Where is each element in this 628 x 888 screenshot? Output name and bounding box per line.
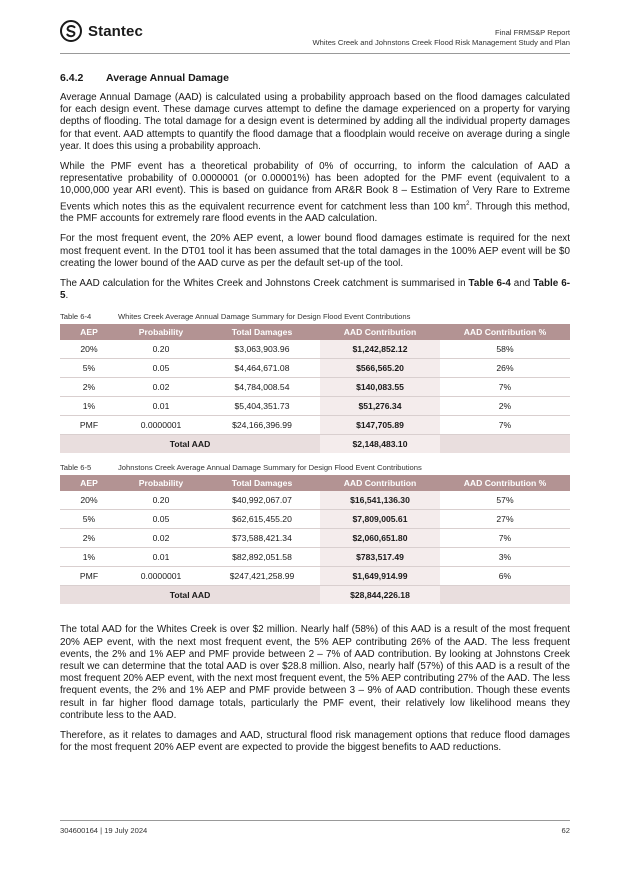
cell-aad-contribution: $1,649,914.99 xyxy=(320,567,440,586)
report-subtitle: Whites Creek and Johnstons Creek Flood Risk Management Study and Plan xyxy=(312,38,570,47)
table-6-5-reference: Table 6-5 xyxy=(60,277,571,302)
total-aad-value: $2,148,483.10 xyxy=(320,435,440,454)
cell-total-damages: $5,404,351.73 xyxy=(204,397,320,416)
paragraph-results-discussion: The total AAD for the Whites Creek is over $2 million. Nearly half (58%) of this AAD is a result of the most frequent 20% AEP event, with the next most frequent event, the 5% AEP contributing 26% of the AAD. The less frequent events, the 2% and 1% AEP and PMF provide between 2 – 7% of AAD contribution. By looking at Johnstons Creek result we can determine that the total AAD is over $28.8 million. Also, nearly half (57%) of this AAD is a result of the most frequent 20% AEP event, with the next most frequent event, the 5% AEP contributing 27% of the AAD. The less frequent events, the 2% and 1% AEP and PMF provide between 3 – 9% of AAD contribution. Though these events result in far higher flood damage totals, particularly the PMF event, their relatively low likelihood means they contribute less to the AAD. xyxy=(60,624,570,721)
total-aad-label: Total AAD xyxy=(60,435,320,454)
header-aep: AEP xyxy=(60,475,118,491)
whites-creek-aad-table xyxy=(60,324,570,453)
cell-total-damages: $82,892,051.58 xyxy=(204,548,320,567)
table-header-row xyxy=(60,324,570,340)
cell-aep: 2% xyxy=(60,529,118,548)
cell-aad-contribution: $566,565.20 xyxy=(320,359,440,378)
cell-aep: PMF xyxy=(60,416,118,435)
cell-aep: 1% xyxy=(60,548,118,567)
header-aad-contribution: AAD Contribution xyxy=(320,324,440,340)
page-content xyxy=(60,72,570,762)
cell-aad-contribution: $7,809,005.61 xyxy=(320,510,440,529)
cell-probability: 0.05 xyxy=(118,510,204,529)
paragraph-text: and xyxy=(510,277,534,289)
cell-aep: 1% xyxy=(60,397,118,416)
cell-aep: PMF xyxy=(60,567,118,586)
table-header-row xyxy=(60,475,570,491)
cell-probability: 0.05 xyxy=(118,359,204,378)
table-total-row xyxy=(60,586,570,605)
stantec-logo-icon xyxy=(60,20,82,42)
table-row xyxy=(60,548,570,567)
paragraph-frequent-event: For the most frequent event, the 20% AEP event, a lower bound flood damages estimate is required for the next most frequent event. In the DT01 tool it has been assumed that the total damages in the 100% AEP event will be $0 creating the lower bound of the AAD curve as per the default set-up of the tool. xyxy=(60,233,570,269)
footer-doc-ref: 304600164 | 19 July 2024 xyxy=(60,826,148,835)
header-aad-contribution-pct: AAD Contribution % xyxy=(440,475,570,491)
paragraph-text: . Through this method, the PMF accounts for extremely rare flood events in the AAD calculation. xyxy=(60,200,570,225)
superscript: 2 xyxy=(466,200,470,207)
table-row xyxy=(60,491,570,510)
cell-total-damages: $62,615,455.20 xyxy=(204,510,320,529)
cell-aad-pct: 3% xyxy=(440,548,570,567)
page-header xyxy=(60,18,570,58)
total-aad-value: $28,844,226.18 xyxy=(320,586,440,605)
logo-text: Stantec xyxy=(88,22,143,40)
cell-total-damages: $3,063,903.96 xyxy=(204,340,320,359)
paragraph-table-intro xyxy=(60,278,570,302)
table-6-4-reference: Table 6-4 xyxy=(468,277,511,289)
cell-aad-pct: 58% xyxy=(440,340,570,359)
paragraph-text: While the PMF event has a theoretical probability of 0% of occurring, to inform the calculation of AAD a representative probability of 0.0000001 (or 0.00001%) has been adopted for the PMF event (equivalent to a 10,000,000 year ARI event). This is based on guidance from AR&R Book 8 – Estimation of Very Rare to Extreme Events which notes this as the equivalent recurrence event for catchment less than 100 km xyxy=(60,161,570,212)
cell-aep: 2% xyxy=(60,378,118,397)
cell-aad-contribution: $140,083.55 xyxy=(320,378,440,397)
cell-aep: 5% xyxy=(60,359,118,378)
paragraph-pmf-probability xyxy=(60,161,570,225)
table-row xyxy=(60,340,570,359)
cell-probability: 0.0000001 xyxy=(118,416,204,435)
cell-aad-pct: 6% xyxy=(440,567,570,586)
company-logo xyxy=(60,20,143,42)
cell-aep: 20% xyxy=(60,340,118,359)
footer-page-number: 62 xyxy=(561,826,570,835)
cell-aad-contribution: $16,541,136.30 xyxy=(320,491,440,510)
header-divider xyxy=(60,53,570,54)
table-caption-text: Johnstons Creek Average Annual Damage Summary for Design Flood Event Contributions xyxy=(118,463,422,473)
table-row xyxy=(60,378,570,397)
cell-aad-pct: 7% xyxy=(440,378,570,397)
cell-aad-pct: 7% xyxy=(440,416,570,435)
table-6-4-caption xyxy=(60,312,570,321)
header-probability: Probability xyxy=(118,324,204,340)
johnstons-creek-aad-table xyxy=(60,475,570,604)
cell-aad-contribution: $147,705.89 xyxy=(320,416,440,435)
cell-total-damages: $247,421,258.99 xyxy=(204,567,320,586)
table-total-row xyxy=(60,435,570,454)
spacer xyxy=(60,604,570,624)
header-report-info xyxy=(313,28,570,48)
cell-aad-pct: 2% xyxy=(440,397,570,416)
cell-probability: 0.0000001 xyxy=(118,567,204,586)
cell-probability: 0.20 xyxy=(118,340,204,359)
paragraph-conclusion: Therefore, as it relates to damages and AAD, structural flood risk management options that reduce flood damages for the most frequent 20% AEP event are expected to provide the biggest benefits to AAD reductions. xyxy=(60,729,570,754)
cell-aad-contribution: $2,060,651.80 xyxy=(320,529,440,548)
table-row xyxy=(60,567,570,586)
header-aep: AEP xyxy=(60,324,118,340)
cell-probability: 0.02 xyxy=(118,529,204,548)
cell-aad-pct: 7% xyxy=(440,529,570,548)
header-total-damages: Total Damages xyxy=(204,324,320,340)
footer-divider xyxy=(60,820,570,821)
table-row xyxy=(60,416,570,435)
cell-total-damages: $73,588,421.34 xyxy=(204,529,320,548)
cell-probability: 0.02 xyxy=(118,378,204,397)
section-number: 6.4.2 xyxy=(60,72,84,84)
table-number: Table 6-5 xyxy=(60,463,92,473)
table-row xyxy=(60,529,570,548)
cell-total-damages: $24,166,396.99 xyxy=(204,416,320,435)
cell-aad-pct: 27% xyxy=(440,510,570,529)
header-aad-contribution-pct: AAD Contribution % xyxy=(440,324,570,340)
section-title: Average Annual Damage xyxy=(106,72,229,84)
paragraph-text: The AAD calculation for the Whites Creek and Johnstons Creek catchment is summarised in xyxy=(60,277,469,289)
section-heading xyxy=(60,72,570,84)
cell-total-damages: $40,992,067.07 xyxy=(204,491,320,510)
cell-aep: 20% xyxy=(60,491,118,510)
total-blank-cell xyxy=(440,435,570,454)
cell-probability: 0.20 xyxy=(118,491,204,510)
header-total-damages: Total Damages xyxy=(204,475,320,491)
table-row xyxy=(60,510,570,529)
cell-total-damages: $4,464,671.08 xyxy=(204,359,320,378)
report-title: Final FRMS&P Report xyxy=(495,28,570,37)
cell-aad-pct: 57% xyxy=(440,491,570,510)
table-number: Table 6-4 xyxy=(60,312,92,322)
total-blank-cell xyxy=(440,586,570,605)
cell-aad-contribution: $783,517.49 xyxy=(320,548,440,567)
cell-aad-contribution: $51,276.34 xyxy=(320,397,440,416)
cell-aad-pct: 26% xyxy=(440,359,570,378)
table-row xyxy=(60,359,570,378)
cell-probability: 0.01 xyxy=(118,548,204,567)
paragraph-aad-definition: Average Annual Damage (AAD) is calculated using a probability approach based on the flood damages calculated for each design event. These damage curves attempt to define the damage experienced on a property for varying depths of flooding. The total damage for a design event is determined by adding all the individual property damages for that event. AAD attempts to quantify the flood damage that a floodplain would receive on average during a single year. It does this using a probability approach. xyxy=(60,92,570,152)
cell-probability: 0.01 xyxy=(118,397,204,416)
header-aad-contribution: AAD Contribution xyxy=(320,475,440,491)
table-row xyxy=(60,397,570,416)
table-caption-text: Whites Creek Average Annual Damage Summary for Design Flood Event Contributions xyxy=(118,312,411,322)
table-6-5-caption xyxy=(60,463,570,472)
paragraph-text: . xyxy=(65,290,69,302)
header-probability: Probability xyxy=(118,475,204,491)
total-aad-label: Total AAD xyxy=(60,586,320,605)
cell-aep: 5% xyxy=(60,510,118,529)
cell-total-damages: $4,784,008.54 xyxy=(204,378,320,397)
cell-aad-contribution: $1,242,852.12 xyxy=(320,340,440,359)
